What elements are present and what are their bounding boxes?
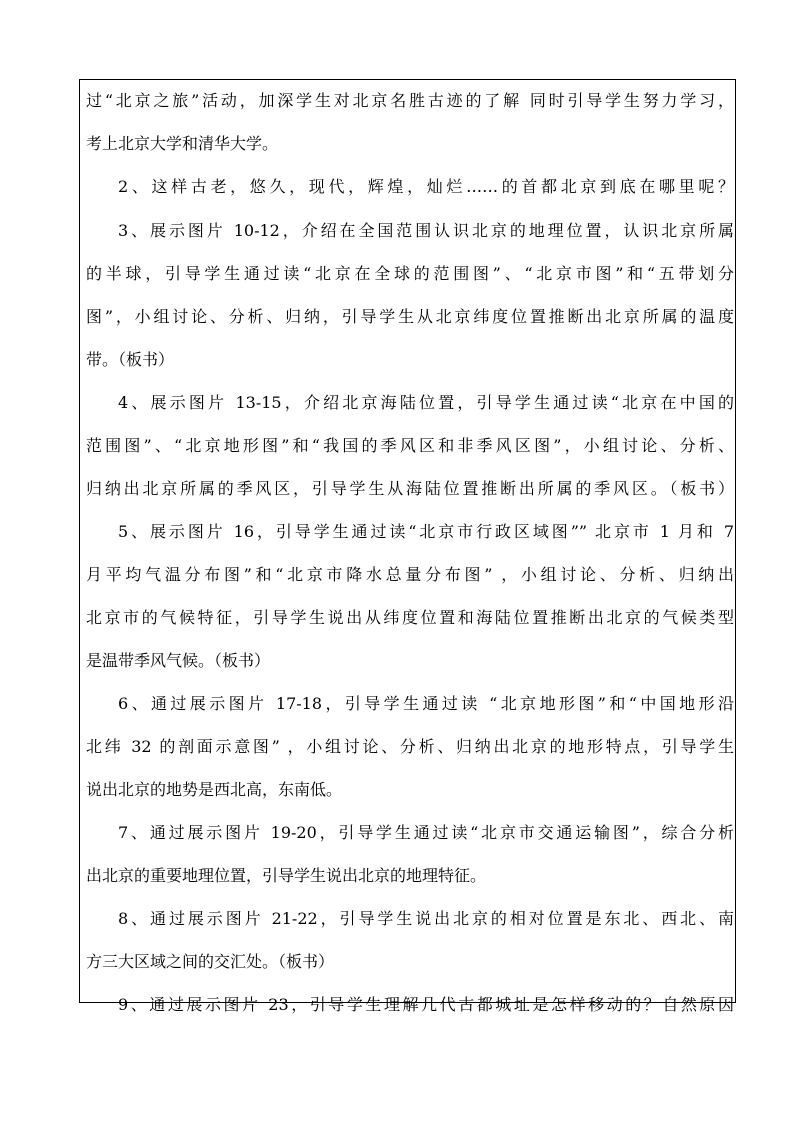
text-line: 4、展示图片 13-15，介绍北京海陆位置，引导学生通过读“北京在中国的 [118, 393, 734, 412]
text-line: 范围图”、“北京地形图”和“我国的季风区和非季风区图”，小组讨论、分析、 [86, 436, 734, 455]
text-line: 过“北京之旅”活动，加深学生对北京名胜古迹的了解 同时引导学生努力学习， [86, 91, 734, 110]
text-line: 6、通过展示图片 17-18，引导学生通过读 “北京地形图”和“中国地形沿 [118, 694, 734, 713]
text-line: 图”，小组讨论、分析、归纳，引导学生从北京纬度位置推断出北京所属的温度 [86, 307, 734, 326]
text-line: 3、展示图片 10-12，介绍在全国范围认识北京的地理位置，认识北京所属 [118, 221, 734, 240]
text-line: 北京市的气候特征，引导学生说出从纬度位置和海陆位置推断出北京的气候类型 [86, 608, 734, 627]
text-line: 7、通过展示图片 19-20，引导学生通过读“北京市交通运输图”，综合分析 [118, 823, 734, 842]
text-line: 8、通过展示图片 21-22，引导学生说出北京的相对位置是东北、西北、南 [118, 909, 734, 928]
text-line: 5、展示图片 16，引导学生通过读“北京市行政区域图”” 北京市 1 月和 7 [118, 522, 734, 541]
text-line: 9、通过展示图片 23，引导学生理解几代古都城址是怎样移动的？自然原因 [118, 995, 734, 1014]
text-line: 方三大区域之间的交汇处。（板书） [86, 952, 335, 971]
text-line: 带。（板书） [86, 350, 175, 369]
text-line: 说出北京的地势是西北高，东南低。 [86, 780, 343, 799]
text-line: 的半球，引导学生通过读“北京在全球的范围图”、“北京市图”和“五带划分 [86, 264, 734, 283]
text-line: 归纳出北京所属的季风区，引导学生从海陆位置推断出所属的季风区。（板书） [86, 479, 734, 498]
text-line: 北纬 32 的剖面示意图” ，小组讨论、分析、归纳出北京的地形特点，引导学生 [86, 737, 734, 756]
text-line: 是温带季风气候。（板书） [86, 651, 271, 670]
text-line: 考上北京大学和清华大学。 [86, 134, 279, 153]
text-line: 2、这样古老，悠久，现代，辉煌，灿烂……的首都北京到底在哪里呢？ [118, 177, 734, 196]
text-line: 出北京的重要地理位置，引导学生说出北京的地理特征。 [86, 866, 487, 885]
text-line: 月平均气温分布图”和“北京市降水总量分布图” ，小组讨论、分析、归纳出 [86, 565, 734, 584]
